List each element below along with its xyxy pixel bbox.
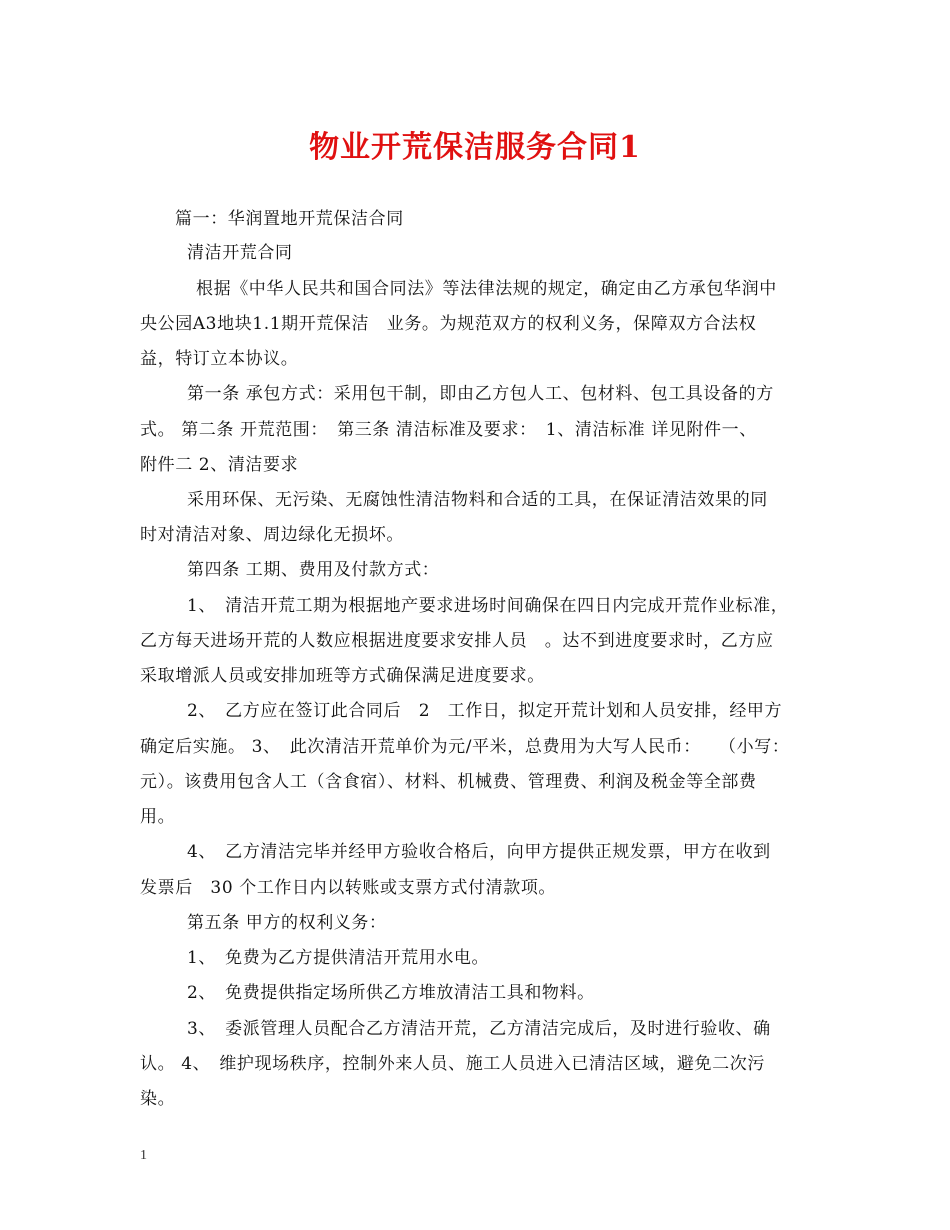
paragraph-line: 时对清洁对象、周边绿化无损坏。 [140,525,404,545]
list-item: 3、 委派管理人员配合乙方清洁开荒，乙方清洁完成后，及时进行验收、确 [187,1019,771,1039]
subheading-contract: 清洁开荒合同 [187,243,293,263]
paragraph-line: 元）。该费用包含人工（含食宿）、材料、机械费、管理费、利润及税金等全部费 [140,772,757,792]
paragraph-line: 式。 第二条 开荒范围： 第三条 清洁标准及要求： 1、清洁标准 详见附件一、 [140,420,757,440]
paragraph-line: 益，特订立本协议。 [140,349,299,369]
paragraph-line: 4、 乙方清洁完毕并经甲方验收合格后，向甲方提供正规发票，甲方在收到 [187,842,771,862]
paragraph-line: 认。 4、 维护现场秩序，控制外来人员、施工人员进入已清洁区域，避免二次污 [140,1054,765,1074]
paragraph-line: 乙方每天进场开荒的人数应根据进度要求安排人员 。达不到进度要求时，乙方应 [140,631,774,651]
document-title: 物业开荒保洁服务合同1 [309,130,641,165]
paragraph-line: 用。 [140,807,176,827]
paragraph-line: 2、 乙方应在签订此合同后 2 工作日，拟定开荒计划和人员安排，经甲方 [187,701,783,721]
paragraph-line: 第一条 承包方式：采用包干制，即由乙方包人工、包材料、包工具设备的方 [187,384,774,404]
paragraph-line: 采取增派人员或安排加班等方式确保满足进度要求。 [140,666,545,686]
paragraph-line: 染。 [140,1089,176,1109]
paragraph-line: 央公园A3地块1.1期开荒保洁 业务。为规范双方的权利义务，保障双方合法权 [140,314,757,334]
paragraph-line: 确定后实施。 3、 此次清洁开荒单价为元/平米，总费用为大写人民币： （小写： [140,737,790,757]
paragraph-line: 发票后 30 个工作日内以转账或支票方式付清款项。 [140,878,557,898]
paragraph-line: 附件二 2、清洁要求 [140,455,299,475]
page-number: 1 [140,1148,147,1163]
list-item: 1、 免费为乙方提供清洁开荒用水电。 [187,948,490,968]
section-heading-part-one: 篇一：华润置地开荒保洁合同 [175,209,404,229]
list-item: 2、 免费提供指定场所供乙方堆放清洁工具和物料。 [187,983,595,1003]
paragraph-line: 根据《中华人民共和国合同法》等法律法规的规定，确定由乙方承包华润中 [196,279,777,299]
article-heading: 第五条 甲方的权利义务： [187,913,387,933]
article-heading: 第四条 工期、费用及付款方式： [187,560,440,580]
paragraph-line: 1、 清洁开荒工期为根据地产要求进场时间确保在四日内完成开荒作业标准， [187,596,789,616]
paragraph-line: 采用环保、无污染、无腐蚀性清洁物料和合适的工具，在保证清洁效果的同 [187,490,768,510]
